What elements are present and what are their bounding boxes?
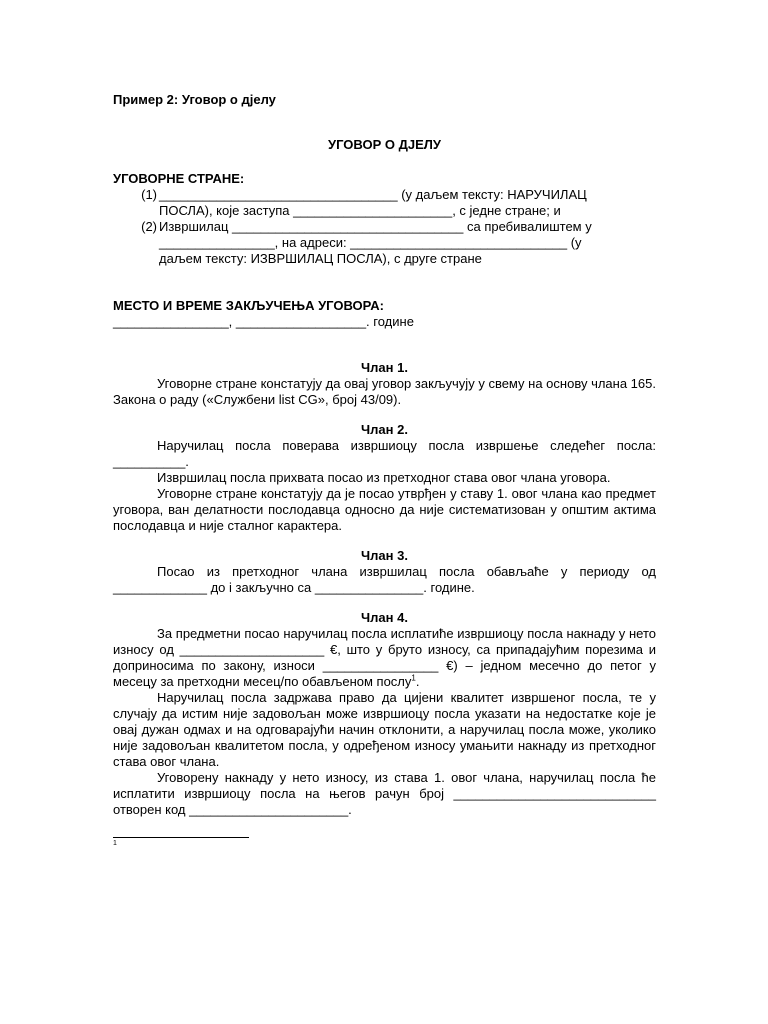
example-heading: Пример 2: Уговор о дјелу bbox=[113, 92, 276, 107]
article-3-paragraph-1: Посао из претходног члана извршилац посла обављаће у периоду од _____________ до і закључно са _______________. године. bbox=[113, 564, 656, 595]
footnote-reference[interactable]: 1 bbox=[411, 673, 416, 683]
place-time-line: ________________, __________________. године bbox=[113, 314, 414, 329]
document-content bbox=[113, 92, 656, 848]
article-4-paragraph-1-end: . bbox=[415, 674, 420, 689]
party-2-number: (2) bbox=[141, 219, 157, 234]
article-2-heading: Члан 2. bbox=[361, 422, 408, 437]
article-2-paragraph-3: Уговорне стране констатују да је посао утврђен у ставу 1. овог члана као предмет уговора, ван делатности послодавца односно да није систематизован у општим актима послодавца и није сталног карактера. bbox=[113, 486, 656, 533]
article-4-heading: Члан 4. bbox=[361, 610, 408, 625]
party-1-number: (1) bbox=[141, 187, 157, 202]
document-title: УГОВОР О ДЈЕЛУ bbox=[328, 137, 441, 152]
article-3-heading: Члан 3. bbox=[361, 548, 408, 563]
party-2-line-1: Извршилац ________________________________ са пребивалиштем у bbox=[159, 219, 592, 234]
article-4-paragraph-2: Наручилац посла задржава право да цијени квалитет извршеног посла, те у случају да истим није задовољан може извршиоцу посла указати на недостатке које је овај дужан одмах и на одговарајући начин отклонити, а наручилац посла може, уколико није задовољан квалитетом посла, у одређеном износу умањити накнаду из претходног става овог члана. bbox=[113, 690, 656, 769]
article-4-paragraph-1-text: За предметни посао наручилац посла исплатиће извршиоцу посла накнаду у нето износу од ____________________ €, што у бруто износу, са припадајућим порезима и доприносима по закону, износи ________________ €) – једном месечно до петог у месецу за претходни месец/по обављеном послу bbox=[113, 626, 656, 689]
party-2-line-2: ________________, на адреси: ______________________________ (у bbox=[159, 235, 582, 250]
article-1-heading: Члан 1. bbox=[361, 360, 408, 375]
party-2-line-3: даљем тексту: ИЗВРШИЛАЦ ПОСЛА), с друге стране bbox=[159, 251, 482, 266]
party-1-line-1: _________________________________ (у даљем тексту: НАРУЧИЛАЦ bbox=[159, 187, 587, 202]
article-2-paragraph-2: Извршилац посла прихвата посао из претходног става овог члана уговора. bbox=[157, 470, 611, 485]
party-1-line-2: ПОСЛА), које заступа ______________________, с једне стране; и bbox=[159, 203, 561, 218]
article-4-paragraph-1 bbox=[113, 626, 656, 690]
footnote-mark: 1 bbox=[113, 840, 117, 847]
article-2-paragraph-1: Наручилац посла поверава извршиоцу посла извршење следећег посла: __________. bbox=[113, 438, 656, 469]
article-1-paragraph-1: Уговорне стране констатују да овај уговор закључују у свему на основу члана 165. Закона о раду («Службени list CG», број 43/09). bbox=[113, 376, 656, 407]
party-2 bbox=[113, 219, 656, 267]
place-time-heading: МЕСТО И ВРЕМЕ ЗАКЉУЧЕЊА УГОВОРА: bbox=[113, 298, 384, 313]
article-4-paragraph-3: Уговорену накнаду у нето износу, из става 1. овог члана, наручилац посла ће исплатити извршиоцу посла на његов рачун број ____________________________ отворен код ______________________. bbox=[113, 770, 656, 817]
party-1 bbox=[113, 187, 656, 219]
parties-heading: УГОВОРНЕ СТРАНЕ: bbox=[113, 171, 245, 186]
footnote-separator bbox=[113, 837, 249, 838]
